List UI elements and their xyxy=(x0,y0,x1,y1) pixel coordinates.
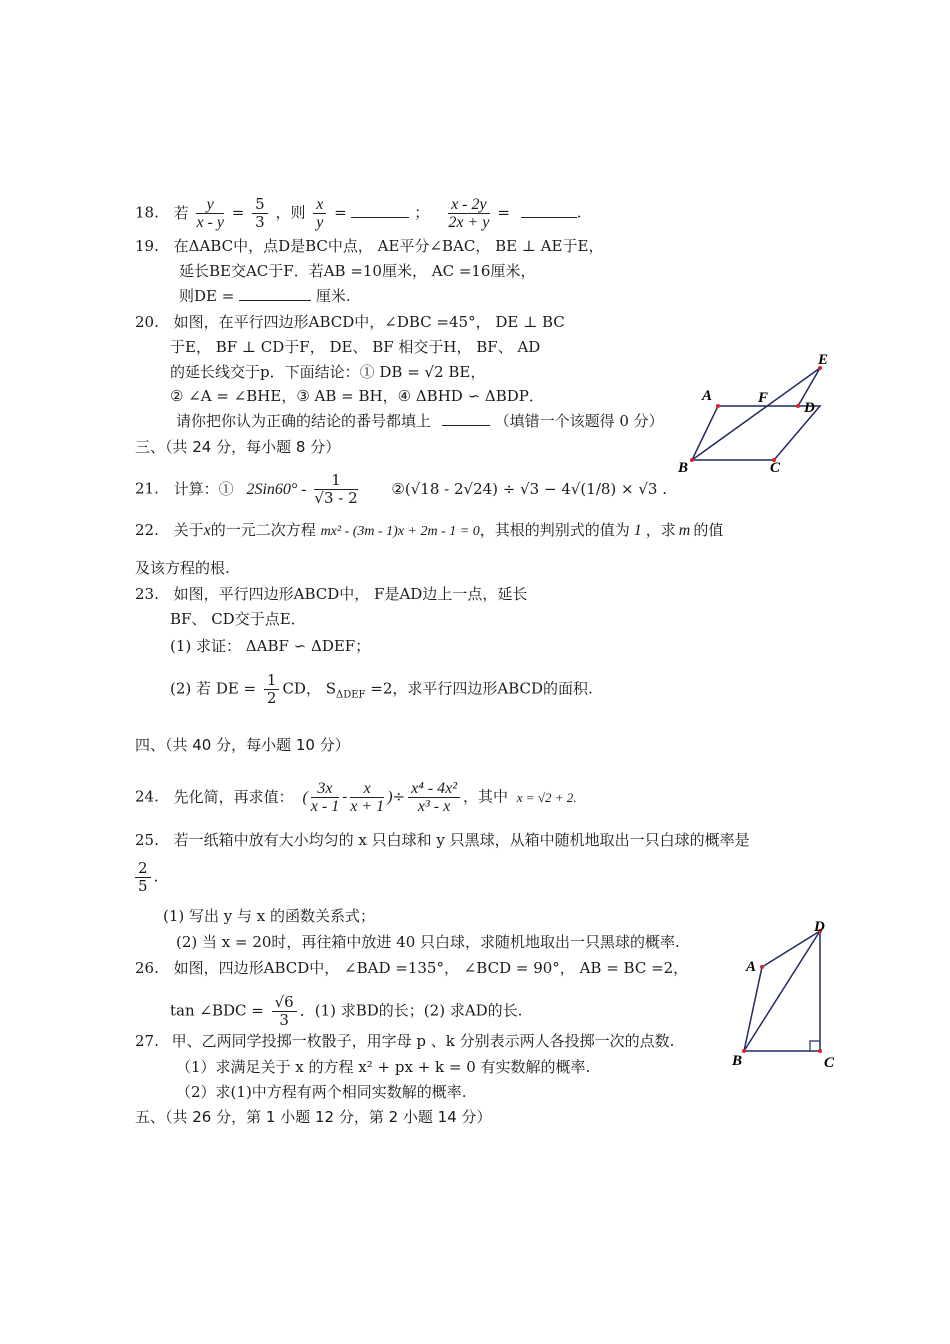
parallelogram-figure xyxy=(672,348,842,480)
question-27-line1: 27. 甲、乙两同学投掷一枚骰子，用字母 p 、k 分别表示两人各投掷一次的点数. xyxy=(135,1032,675,1050)
question-19-line1: 19. 在ΔABC中，点D是BC中点， AE平分∠BAC， BE ⊥ AE于E， xyxy=(135,237,604,255)
answer-blank-18b[interactable] xyxy=(521,217,577,218)
question-20-line3: 的延长线交于p．下面结论：① DB = √2 BE， xyxy=(170,363,486,381)
figure-label-D2: D xyxy=(814,919,825,935)
question-20-line2: 于E， BF ⊥ CD于F， DE、 BF 相交于H， BF、 AD xyxy=(170,338,541,356)
answer-blank-18a[interactable] xyxy=(351,217,409,218)
question-25-line1: 25. 若一纸箱中放有大小均匀的 x 只白球和 y 只黑球，从箱中随机地取出一只白球的概率是 xyxy=(135,831,750,849)
figure-label-D: D xyxy=(804,400,815,416)
figure-label-B2: B xyxy=(732,1053,743,1069)
question-23-part1: (1) 求证： ΔABF ∽ ΔDEF； xyxy=(170,637,371,655)
question-23-part2: (2) 若 DE = $\frac{1}{2}$ CD， $S_{\Delta DEF} =2$，求平行四边形ABCD的面积. xyxy=(170,671,593,707)
figure-label-A: A xyxy=(702,388,713,404)
fraction-x-over-x-plus-1: $\frac{x}{x + 1}$ xyxy=(350,780,385,815)
fraction-y-over-x-minus-y: $\frac{y}{x - y}$ xyxy=(196,196,224,231)
fraction-one-half: $\frac{1}{2}$ xyxy=(264,672,280,707)
fraction-five-thirds: $\frac{5}{3}$ xyxy=(252,196,268,231)
figure-label-C: C xyxy=(770,460,781,476)
question-21: 21. 计算：① 2Sin60° - $\frac{1}{√3 - 2}$ ②(√18 - 2√24) ÷ √3 − 4√(1/8) × √3 . xyxy=(135,471,668,507)
question-23-line2: BF、 CD交于点E． xyxy=(170,610,306,628)
figure-label-B: B xyxy=(678,460,689,476)
fraction-x4-over-x3: $\frac{\text{x⁴ - 4x²}}{\text{x³ - x}}$ xyxy=(408,780,460,815)
fraction-x-over-y: $\frac{x}{y}$ xyxy=(313,196,326,231)
figure-label-E: E xyxy=(818,352,829,368)
question-20-line1: 20. 如图，在平行四边形ABCD中，∠DBC =45°， DE ⊥ BC xyxy=(135,313,565,331)
question-27-part1: （1）求满足关于 x 的方程 x² + px + k = 0 有实数解的概率. xyxy=(176,1058,591,1076)
question-24: 24. 先化简，再求值： ( $\frac{3x}{x - 1}$ - $\frac{x}{x + 1}$ )÷ $\frac{\text{x⁴ - 4x²}}{\text{x³ - x}}$ ，其中 x = √2 + 2. xyxy=(135,780,577,815)
section-3-heading: 三、（共 24 分，每小题 8 分） xyxy=(135,438,341,456)
answer-blank-19[interactable] xyxy=(239,300,311,301)
section-5-heading: 五、（共 26 分，第 1 小题 12 分，第 2 小题 14 分） xyxy=(135,1108,492,1126)
question-27-part2: （2）求(1)中方程有两个相同实数解的概率. xyxy=(176,1083,467,1101)
answer-blank-20[interactable] xyxy=(442,425,490,426)
question-25-part1: (1) 写出 y 与 x 的函数关系式； xyxy=(163,907,376,925)
fraction-one-over-root3-minus-2: $\frac{1}{√3 - 2}$ xyxy=(314,471,358,507)
section-4-heading: 四、（共 40 分，每小题 10 分） xyxy=(135,736,350,754)
fraction-3x-over-x-minus-1: $\frac{3x}{x - 1}$ xyxy=(310,780,340,815)
fraction-two-fifths: $\frac{2}{5}$ xyxy=(135,860,151,895)
question-22-line1: 22. 关于x的一元二次方程 mx² - (3m - 1)x + 2m - 1 = 0，其根的判别式的值为 1 ，求 m 的值 xyxy=(135,521,724,539)
figure-label-F: F xyxy=(758,390,769,406)
figure-label-C2: C xyxy=(824,1055,835,1071)
question-22-line2: 及该方程的根. xyxy=(135,559,230,577)
question-25-part2: (2) 当 x = 20时，再往箱中放进 40 只白球，求随机地取出一只黑球的概率. xyxy=(176,933,680,951)
question-19-line3: 则DE = 厘米. xyxy=(179,287,351,305)
question-20-line5: 请你把你认为正确的结论的番号都填上 （填错一个该题得 0 分） xyxy=(176,412,664,430)
question-18: 18. 若 $\frac{y}{x - y}$ = $\frac{5}{3}$ ，则 $\frac{x}{y}$ = ； $\frac{x - 2y}{2x + y}$ = . xyxy=(135,195,582,231)
fraction-root6-over-3: $\frac{√6}{3}$ xyxy=(272,994,297,1029)
question-26-line1: 26. 如图，四边形ABCD中， ∠BAD =135°， ∠BCD = 90°， AB = BC =2， xyxy=(135,959,689,977)
question-19-line2: 延长BE交AC于F．若AB =10厘米， AC =16厘米， xyxy=(179,262,536,280)
quadrilateral-figure xyxy=(732,915,842,1075)
figure-label-A2: A xyxy=(746,959,757,975)
fraction-x-minus-2y: $\frac{x - 2y}{2x + y}$ xyxy=(448,196,490,231)
question-26-line2: tan ∠BDC = $\frac{√6}{3}$ ．(1) 求BD的长；(2) 求AD的长. xyxy=(170,993,523,1029)
question-23-line1: 23. 如图，平行四边形ABCD中， F是AD边上一点，延长 xyxy=(135,585,528,603)
question-25-prob: $\frac{2}{5}$ . xyxy=(135,860,158,895)
question-20-line4: ② ∠A = ∠BHE，③ AB = BH，④ ΔBHD ∽ ΔBDP． xyxy=(170,387,544,405)
